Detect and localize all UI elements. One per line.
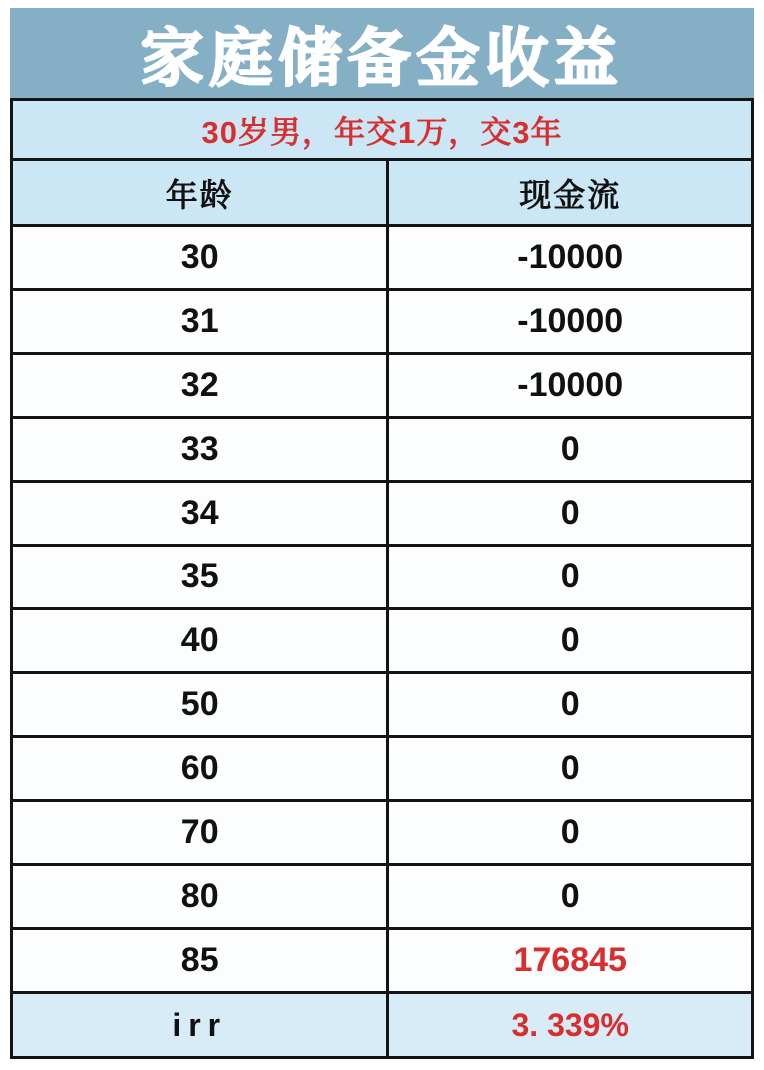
title-banner (10, 8, 754, 98)
table-row (12, 417, 753, 481)
age-cell: 35 (12, 545, 388, 609)
column-header-cashflow: 现金流 (388, 160, 753, 226)
cashflow-cell: 0 (388, 865, 753, 929)
table-row (12, 865, 753, 929)
cashflow-cell: 0 (388, 609, 753, 673)
subtitle-row (12, 100, 753, 160)
table-row (12, 928, 753, 992)
age-cell: 80 (12, 865, 388, 929)
table-row (12, 226, 753, 290)
age-cell: 70 (12, 801, 388, 865)
irr-row (12, 993, 753, 1058)
cashflow-cell: -10000 (388, 226, 753, 290)
table-row (12, 673, 753, 737)
table-row (12, 289, 753, 353)
age-cell: 32 (12, 353, 388, 417)
table-row (12, 737, 753, 801)
column-header-age: 年龄 (12, 160, 388, 226)
age-cell: 34 (12, 481, 388, 545)
cashflow-cell: 0 (388, 417, 753, 481)
irr-value: 3. 339% (388, 993, 753, 1058)
cashflow-cell: 0 (388, 673, 753, 737)
cashflow-cell: -10000 (388, 289, 753, 353)
cashflow-table (10, 98, 754, 1059)
age-cell: 31 (12, 289, 388, 353)
cashflow-cell: 0 (388, 737, 753, 801)
table-row (12, 609, 753, 673)
age-cell: 60 (12, 737, 388, 801)
table-row (12, 801, 753, 865)
page-title: 家庭储备金收益 (140, 23, 624, 94)
table-row (12, 545, 753, 609)
table-header-row (12, 160, 753, 226)
age-cell: 85 (12, 928, 388, 992)
age-cell: 33 (12, 417, 388, 481)
cashflow-cell: -10000 (388, 353, 753, 417)
cashflow-cell: 0 (388, 481, 753, 545)
age-cell: 40 (12, 609, 388, 673)
irr-label: irr (12, 993, 388, 1058)
cashflow-cell: 176845 (388, 928, 753, 992)
subtitle: 30岁男，年交1万，交3年 (12, 100, 753, 160)
age-cell: 30 (12, 226, 388, 290)
age-cell: 50 (12, 673, 388, 737)
table-row (12, 353, 753, 417)
table-row (12, 481, 753, 545)
cashflow-cell: 0 (388, 801, 753, 865)
cashflow-cell: 0 (388, 545, 753, 609)
